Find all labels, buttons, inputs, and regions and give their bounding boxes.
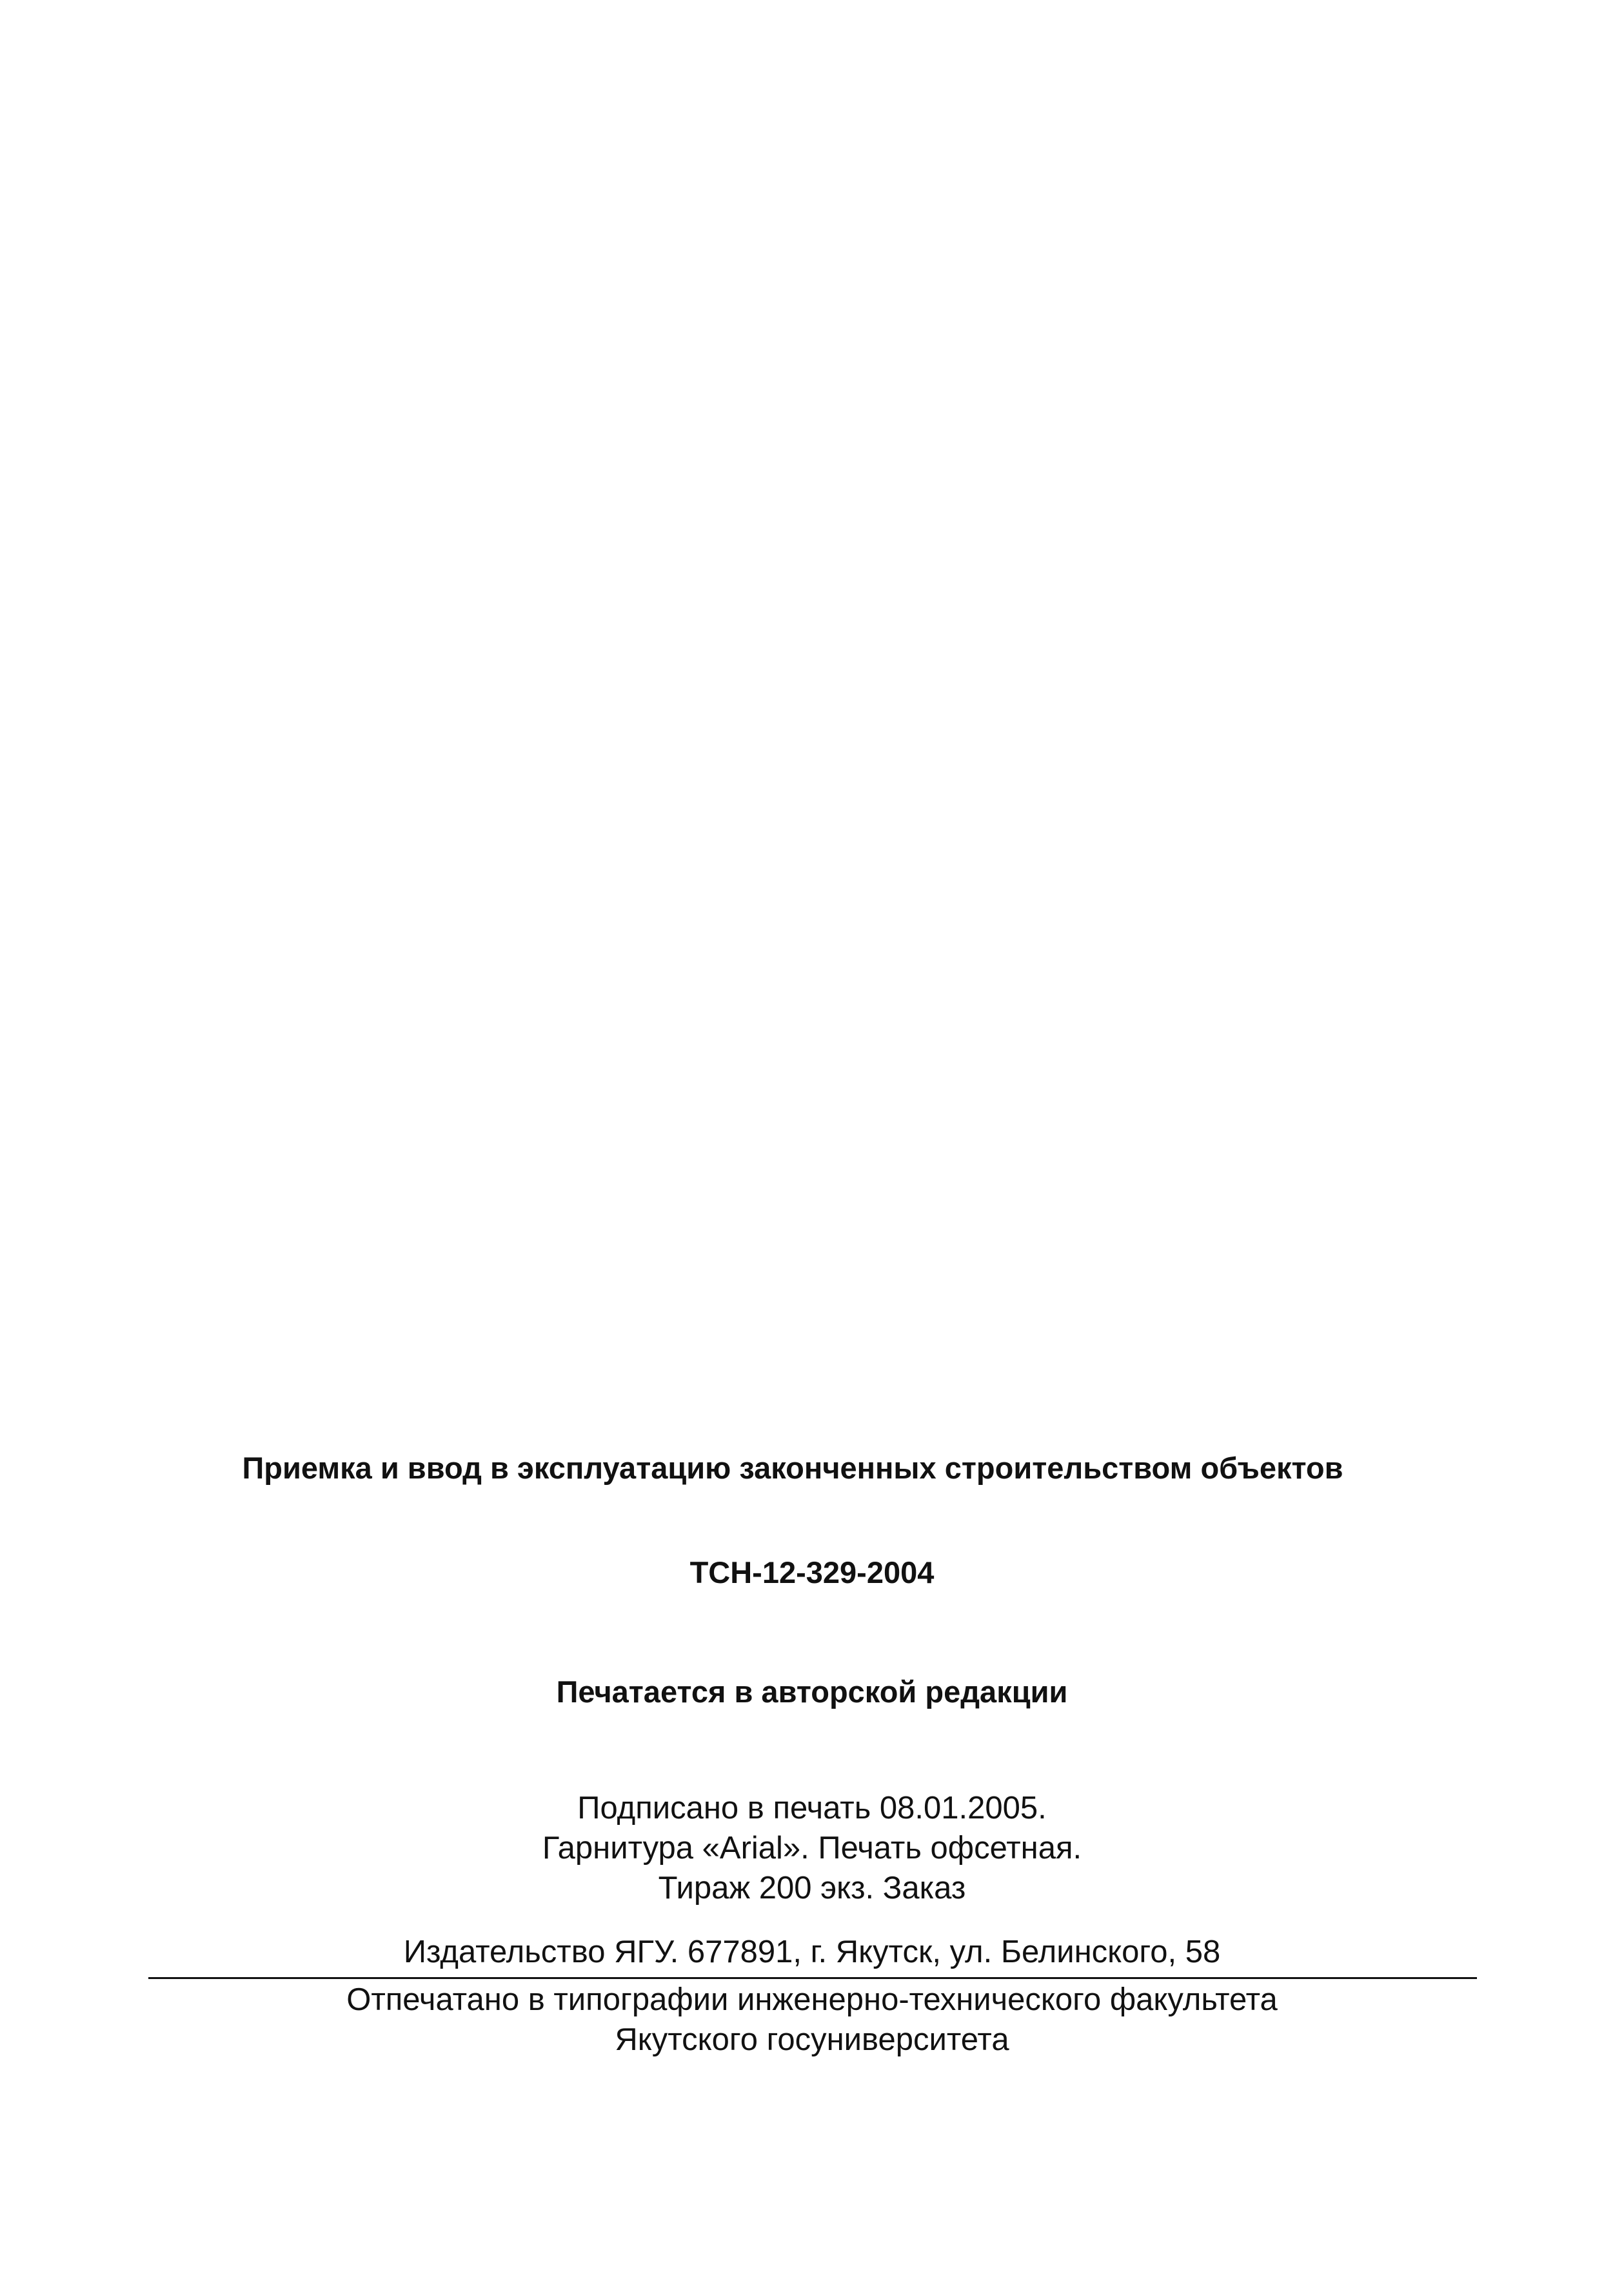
printed-by: Отпечатано в типографии инженерно-технического факультета — [346, 1982, 1278, 2017]
edition-note: Печатается в авторской редакции — [556, 1675, 1068, 1709]
document-code: ТСН-12-329-2004 — [689, 1555, 935, 1589]
document-title: Приемка и ввод в эксплуатацию законченных строительством объектов — [242, 1451, 1343, 1485]
divider-line — [148, 1977, 1477, 1979]
publisher-address: Издательство ЯГУ. 677891, г. Якутск, ул. Белинского, 58 — [403, 1935, 1221, 1969]
university-name: Якутского госуниверситета — [615, 2022, 1009, 2057]
print-run: Тираж 200 экз. Заказ — [658, 1871, 966, 1906]
typeface-info: Гарнитура «Arial». Печать офсетная. — [542, 1831, 1082, 1866]
signed-date: Подписано в печать 08.01.2005. — [577, 1791, 1047, 1826]
